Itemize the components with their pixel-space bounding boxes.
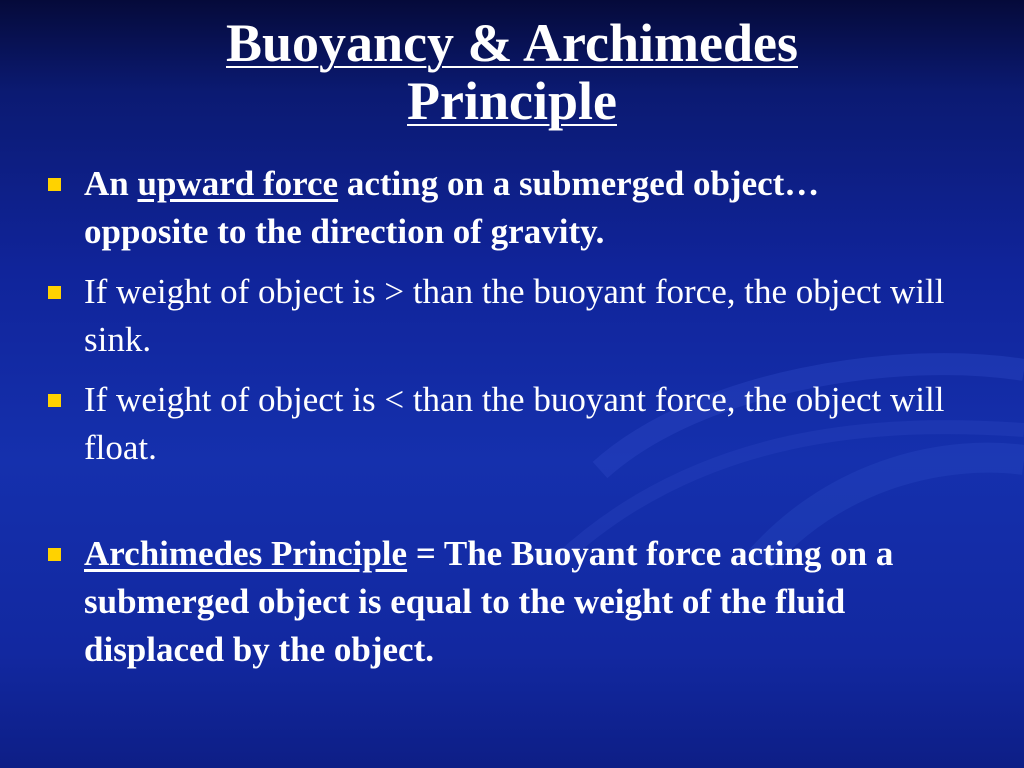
slide-title-line-2: Principle [407, 71, 617, 131]
slide-title [0, 14, 1024, 130]
bullet-1-post: acting on a submerged object… opposite to the direction of gravity. [84, 164, 820, 251]
bullet-marker-icon [48, 178, 61, 191]
bullet-3-text: If weight of object is < than the buoyant force, the object will float. [84, 380, 945, 467]
bullet-marker-icon [48, 394, 61, 407]
bullet-upward-force [46, 160, 946, 256]
slide-title-line-1: Buoyancy & Archimedes [225, 13, 798, 73]
bullet-marker-icon [48, 286, 61, 299]
bullet-4-underlined: Archimedes Principle [84, 534, 408, 573]
bullet-marker-icon [48, 548, 61, 561]
bullet-1-pre: An [84, 164, 138, 203]
bullet-1-underlined: upward force [137, 164, 339, 203]
bullet-sink [46, 268, 946, 364]
bullet-float [46, 376, 946, 472]
bullet-2-text: If weight of object is > than the buoyant force, the object will sink. [84, 272, 945, 359]
bullet-4-post: = The Buoyant force acting on a submerged object is equal to the weight of the fluid displaced by the object. [84, 534, 894, 669]
bullet-list [46, 160, 946, 686]
bullet-archimedes-principle [46, 530, 946, 674]
